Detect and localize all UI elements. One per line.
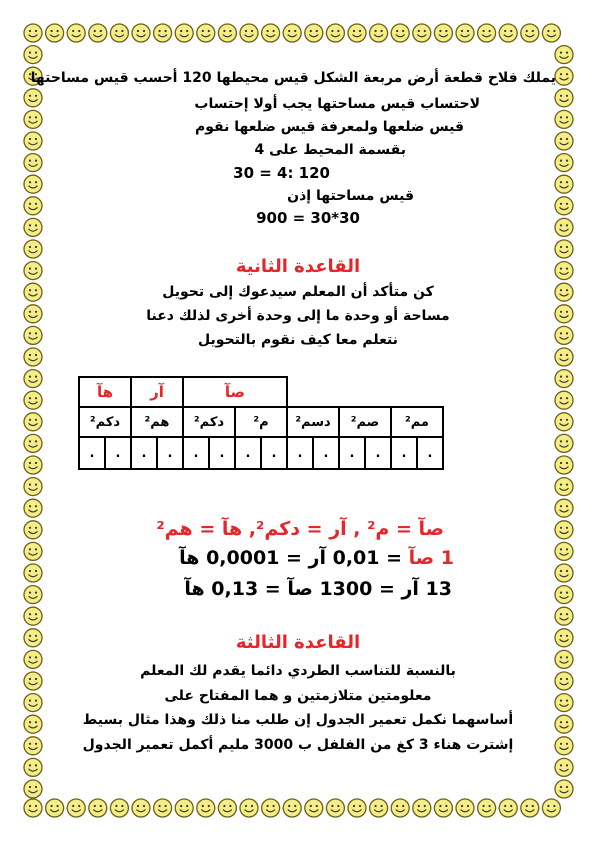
smiley-icon xyxy=(262,799,280,817)
problem-line-6: قيس مساحتها إذن xyxy=(287,188,414,204)
smiley-icon xyxy=(24,46,42,64)
dot-cell: . xyxy=(287,437,313,469)
smiley-icon xyxy=(555,283,573,301)
smiley-icon xyxy=(67,24,85,42)
label-sa: صآ xyxy=(183,377,287,407)
smiley-icon xyxy=(555,326,573,344)
smiley-icon xyxy=(24,478,42,496)
smiley-icon xyxy=(24,154,42,172)
equivalence-line-1: صآ = م² , آر = دكم², هآ = هم² xyxy=(156,518,444,540)
smiley-icon xyxy=(555,629,573,647)
smiley-icon xyxy=(24,799,42,817)
dot-cell: . xyxy=(339,437,365,469)
smiley-icon xyxy=(555,154,573,172)
smiley-icon xyxy=(555,89,573,107)
smiley-icon xyxy=(24,24,42,42)
smiley-icon xyxy=(326,799,344,817)
smiley-icon xyxy=(89,24,107,42)
dot-cell: . xyxy=(417,437,443,469)
smiley-icon xyxy=(283,799,301,817)
smiley-icon xyxy=(555,46,573,64)
smiley-icon xyxy=(555,780,573,798)
smiley-icon xyxy=(555,175,573,193)
equivalence-line-3: 13 آر = 1300 صآ = 0,13 هآ xyxy=(184,578,452,600)
smiley-icon xyxy=(555,715,573,733)
header-hm2: هم² xyxy=(131,407,183,437)
dot-cell: . xyxy=(209,437,235,469)
smiley-icon xyxy=(555,305,573,323)
smiley-icon xyxy=(262,24,280,42)
smiley-icon xyxy=(555,737,573,755)
smiley-icon xyxy=(305,24,323,42)
label-ar: آر xyxy=(131,377,183,407)
smiley-icon xyxy=(110,799,128,817)
smiley-icon xyxy=(24,758,42,776)
rule3-line-2: معلومتين متلازمتين و هما المفتاح على xyxy=(164,688,432,704)
smiley-icon xyxy=(24,434,42,452)
smiley-icon xyxy=(24,110,42,128)
header-cm2: صم² xyxy=(339,407,391,437)
problem-line-5: 30 = 4: 120 xyxy=(233,164,330,182)
problem-line-2: لاحتساب قيس مساحتها يجب أولا إحتساب xyxy=(194,96,480,112)
smiley-icon xyxy=(24,175,42,193)
problem-line-4: بقسمة المحيط على 4 xyxy=(254,142,406,158)
dot-cell: . xyxy=(79,437,105,469)
smiley-icon xyxy=(24,370,42,388)
header-dm2: دسم² xyxy=(287,407,339,437)
label-ha: هآ xyxy=(79,377,131,407)
smiley-icon xyxy=(555,132,573,150)
header-km2: دكم² xyxy=(79,407,131,437)
equivalence-line-2-rest: = 0,01 آر = 0,0001 هآ xyxy=(179,547,409,569)
smiley-icon xyxy=(24,586,42,604)
smiley-icon xyxy=(370,799,388,817)
smiley-icon xyxy=(542,799,560,817)
smiley-icon xyxy=(218,24,236,42)
problem-line-3: قيس ضلعها ولمعرفة قيس ضلعها نقوم xyxy=(195,119,464,135)
smiley-icon xyxy=(240,24,258,42)
smiley-icon xyxy=(555,607,573,625)
rule3-title: القاعدة الثالثة xyxy=(235,632,361,653)
smiley-icon xyxy=(197,24,215,42)
smiley-icon xyxy=(110,24,128,42)
smiley-icon xyxy=(413,24,431,42)
smiley-icon xyxy=(555,240,573,258)
smiley-icon xyxy=(240,799,258,817)
equivalence-line-2-start: 1 صآ xyxy=(408,547,454,569)
smiley-icon xyxy=(555,521,573,539)
smiley-icon xyxy=(24,521,42,539)
dot-cell: . xyxy=(131,437,157,469)
dot-cell: . xyxy=(235,437,261,469)
smiley-icon xyxy=(218,799,236,817)
smiley-icon xyxy=(24,499,42,517)
smiley-icon xyxy=(542,24,560,42)
smiley-icon xyxy=(197,799,215,817)
smiley-icon xyxy=(555,391,573,409)
smiley-icon xyxy=(413,799,431,817)
dot-cell: . xyxy=(313,437,339,469)
rule3-line-1: بالنسبة للتناسب الطردي دائما يقدم لك المعلم xyxy=(140,663,456,679)
smiley-icon xyxy=(24,607,42,625)
smiley-icon xyxy=(434,24,452,42)
smiley-icon xyxy=(89,799,107,817)
smiley-icon xyxy=(24,391,42,409)
smiley-icon xyxy=(46,24,64,42)
smiley-icon xyxy=(24,132,42,150)
smiley-icon xyxy=(555,348,573,366)
smiley-icon xyxy=(434,799,452,817)
problem-line-1: يملك فلاح قطعة أرض مربعة الشكل قيس محيطها 120 أحسب قيس مساحتها xyxy=(30,70,556,86)
smiley-icon xyxy=(555,218,573,236)
smiley-icon xyxy=(555,758,573,776)
rule2-title: القاعدة الثانية xyxy=(235,256,361,277)
smiley-icon xyxy=(555,564,573,582)
rule3-line-3: أساسهما نكمل تعمير الجدول إن طلب منا ذلك وهذا مثال بسيط xyxy=(82,712,514,728)
smiley-icon xyxy=(555,694,573,712)
smiley-icon xyxy=(499,24,517,42)
smiley-icon xyxy=(555,67,573,85)
smiley-icon xyxy=(478,799,496,817)
smiley-icon xyxy=(24,348,42,366)
rule3-line-4: إشترت هناء 3 كغ من الفلفل ب 3000 مليم أكمل تعمير الجدول xyxy=(82,737,514,753)
smiley-icon xyxy=(67,799,85,817)
smiley-icon xyxy=(326,24,344,42)
smiley-icon xyxy=(24,413,42,431)
smiley-icon xyxy=(478,24,496,42)
smiley-icon xyxy=(456,24,474,42)
smiley-icon xyxy=(555,110,573,128)
problem-line-7: 900 = 30*30 xyxy=(256,209,360,227)
smiley-icon xyxy=(348,799,366,817)
smiley-icon xyxy=(132,799,150,817)
smiley-icon xyxy=(555,434,573,452)
smiley-icon xyxy=(456,799,474,817)
smiley-icon xyxy=(555,478,573,496)
smiley-icon xyxy=(24,780,42,798)
rule2-line-3: نتعلم معا كيف نقوم بالتحويل xyxy=(198,332,398,348)
smiley-icon xyxy=(391,24,409,42)
smiley-icon xyxy=(175,24,193,42)
smiley-icon xyxy=(521,799,539,817)
smiley-icon xyxy=(24,542,42,560)
smiley-icon xyxy=(24,218,42,236)
smiley-icon xyxy=(132,24,150,42)
smiley-icon xyxy=(555,197,573,215)
header-mm2: مم² xyxy=(391,407,443,437)
smiley-icon xyxy=(555,650,573,668)
smiley-icon xyxy=(305,799,323,817)
smiley-icon xyxy=(555,499,573,517)
smiley-icon xyxy=(555,542,573,560)
dot-cell: . xyxy=(183,437,209,469)
rule2-line-1: كن متأكد أن المعلم سيدعوك إلى تحويل xyxy=(162,284,434,300)
smiley-icon xyxy=(555,370,573,388)
smiley-icon xyxy=(175,799,193,817)
units-table xyxy=(76,376,444,470)
header-dam2: دكم² xyxy=(183,407,235,437)
smiley-icon xyxy=(555,262,573,280)
smiley-icon xyxy=(555,672,573,690)
smiley-icon xyxy=(24,564,42,582)
smiley-icon xyxy=(521,24,539,42)
dot-cell: . xyxy=(391,437,417,469)
smiley-icon xyxy=(24,89,42,107)
smiley-icon xyxy=(555,413,573,431)
smiley-icon xyxy=(370,24,388,42)
smiley-icon xyxy=(46,799,64,817)
smiley-icon xyxy=(24,456,42,474)
smiley-icon xyxy=(154,799,172,817)
dot-cell: . xyxy=(105,437,131,469)
dot-cell: . xyxy=(261,437,287,469)
smiley-icon xyxy=(391,799,409,817)
smiley-icon xyxy=(154,24,172,42)
dot-cell: . xyxy=(365,437,391,469)
smiley-icon xyxy=(555,456,573,474)
smiley-icon xyxy=(283,24,301,42)
smiley-icon xyxy=(348,24,366,42)
dots-row xyxy=(77,437,443,469)
rule2-line-2: مساحة أو وحدة ما إلى وحدة أخرى لذلك دعنا xyxy=(146,308,450,324)
smiley-icon xyxy=(555,586,573,604)
header-m2: م² xyxy=(235,407,287,437)
smiley-icon xyxy=(24,197,42,215)
smiley-icon xyxy=(499,799,517,817)
equivalence-line-2 xyxy=(179,547,454,569)
dot-cell: . xyxy=(157,437,183,469)
